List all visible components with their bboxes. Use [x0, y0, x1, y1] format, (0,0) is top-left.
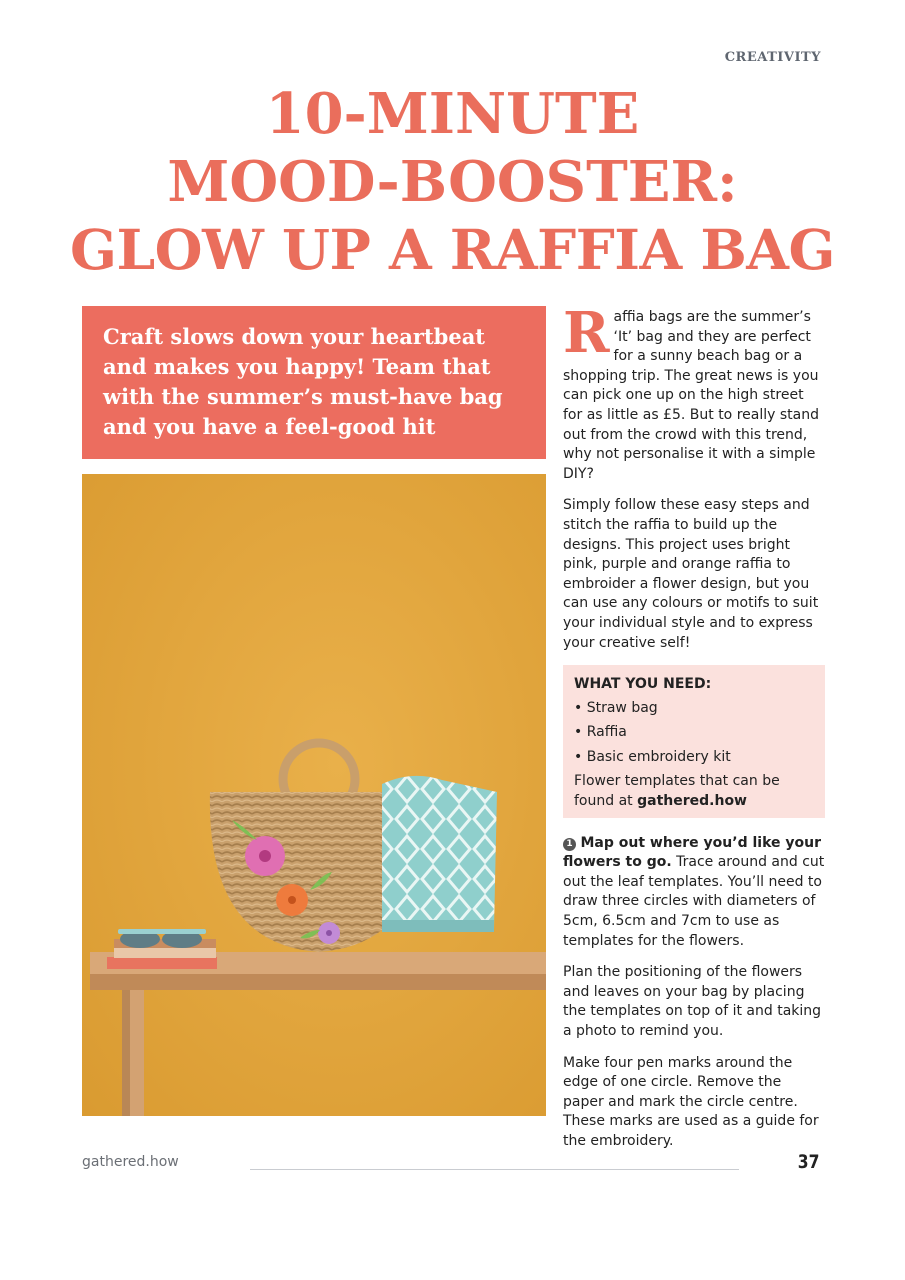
step-1-paragraph [563, 834, 825, 952]
list-item: • Raffia [574, 724, 627, 741]
intro-text: affia bags are the summer’s ‘It’ bag and they are perfect for a sunny beach bag or a shopping trip. The great news is you can pick one up on the high street for as little as £5. But to really stand out from the crowd with this trend, why not personalise it with a simple DIY? [563, 309, 819, 482]
list-item: • Basic embroidery kit [574, 748, 731, 765]
headline-line-3: GLOW UP A RAFFIA BAG [70, 217, 835, 282]
article-column [563, 300, 825, 1164]
templates-note [574, 772, 815, 811]
list-item: • Straw bag [574, 699, 658, 716]
step-1-lead: Map out where you’d like your flowers to go. [563, 834, 821, 871]
what-you-need-list [574, 699, 815, 768]
drop-cap: R [563, 300, 610, 366]
standfirst-text: Craft slows down your heartbeat and makes you happy! Team that with the summer’s must-have bag and you have a feel-good hit [103, 324, 503, 439]
footer-divider [250, 1169, 739, 1170]
step-1-text: Trace around and cut out the leaf templates. You’ll need to draw three circles with diameters of 5cm, 6.5cm and 7cm to use as templates for the flowers. [563, 854, 825, 949]
footer-site: gathered.how [82, 1154, 179, 1170]
what-you-need-title: WHAT YOU NEED: [574, 676, 712, 693]
raffia-bag-photo [82, 474, 546, 1116]
standfirst-box [82, 306, 546, 459]
headline-line-2: MOOD-BOOSTER: [167, 149, 738, 215]
headline [60, 80, 845, 284]
plan-paragraph: Plan the positioning of the flowers and leaves on your bag by placing the templates on top of it and taking a photo to remind you. [563, 964, 822, 1039]
intro-paragraph [563, 300, 825, 484]
templates-note-text: Flower templates that can be found at [574, 773, 780, 810]
page-number: 37 [797, 1151, 819, 1173]
marks-paragraph: Make four pen marks around the edge of one circle. Remove the paper and mark the circle centre. These marks are used as a guide for the embroidery. [563, 1054, 819, 1149]
templates-link[interactable]: gathered.how [637, 793, 747, 810]
headline-line-1: 10-MINUTE [265, 81, 640, 147]
section-tag: CREATIVITY [724, 50, 821, 65]
body-paragraph-2: Simply follow these easy steps and stitch the raffia to build up the designs. This project uses bright pink, purple and orange raffia to embroider a flower design, but you can use any colours or motifs to suit your individual style and to express your creative self! [563, 497, 819, 651]
step-number-icon: 1 [563, 838, 576, 851]
what-you-need-box [563, 665, 825, 818]
